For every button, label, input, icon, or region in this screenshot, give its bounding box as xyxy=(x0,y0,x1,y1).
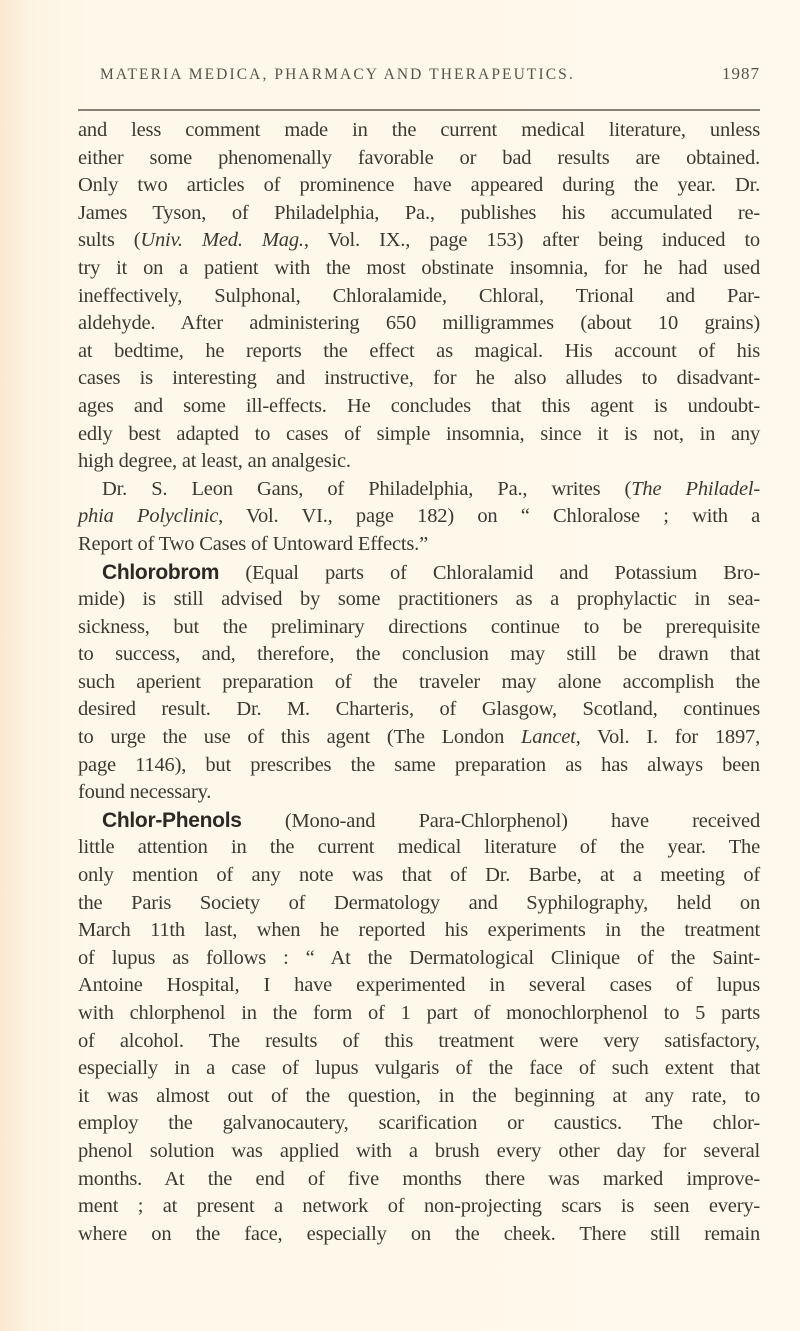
text-line: and less comment made in the current medical literature, unless xyxy=(78,119,760,141)
section-heading: Chlor-Phenols xyxy=(102,808,242,832)
section-heading: Chlorobrom xyxy=(102,560,220,584)
text-line: sickness, but the preliminary directions continue to be prerequisite xyxy=(78,615,760,638)
text-line: edly best adapted to cases of simple insomnia, since it is not, in any xyxy=(78,422,760,445)
text-line: ineffectively, Sulphonal, Chloralamide, Chloral, Trional and Par- xyxy=(78,284,760,307)
text-line: to urge the use of this agent (The London Lancet, Vol. I. for 1897, xyxy=(78,726,761,749)
text-line: phenol solution was applied with a brush every other day for several xyxy=(78,1139,760,1162)
text-line: of lupus as follows : “ At the Dermatological Clinique of the Saint- xyxy=(78,946,760,969)
text-line: aldehyde. After administering 650 milligrammes (about 10 grains) xyxy=(78,312,760,335)
text-line: months. At the end of five months there was marked improve- xyxy=(78,1167,760,1190)
text-line: ages and some ill-effects. He concludes that this agent is undoubt- xyxy=(78,394,760,417)
text-line: try it on a patient with the most obstinate insomnia, for he had used xyxy=(78,256,760,279)
body-text xyxy=(78,117,760,1248)
running-head: MATERIA MEDICA, PHARMACY AND THERAPEUTICS. xyxy=(100,66,575,83)
text-line: James Tyson, of Philadelphia, Pa., publishes his accumulated re- xyxy=(78,201,760,224)
text-line: Antoine Hospital, I have experimented in several cases of lupus xyxy=(78,974,760,997)
text-line: page 1146), but prescribes the same preparation as has always been xyxy=(78,753,760,776)
text-line: to success, and, therefore, the conclusion may still be drawn that xyxy=(78,643,760,666)
journal-title: Univ. Med. Mag. xyxy=(140,229,304,252)
text-line: little attention in the current medical literature of the year. The xyxy=(78,836,760,859)
text-line: at bedtime, he reports the effect as magical. His account of his xyxy=(78,339,760,362)
journal-title: Lancet xyxy=(521,726,576,749)
text-line: only mention of any note was that of Dr. Barbe, at a meeting of xyxy=(78,864,760,887)
section-heading-line: Chlorobrom (Equal parts of Chloralamid and Potassium Bro- xyxy=(102,560,760,584)
text-line: Dr. S. Leon Gans, of Philadelphia, Pa., writes (The Philadel- xyxy=(102,477,761,500)
page-header xyxy=(78,64,760,96)
page-number: 1987 xyxy=(722,64,760,83)
text-line: of alcohol. The results of this treatment were very satisfactory, xyxy=(78,1029,760,1052)
text-line: it was almost out of the question, in the beginning at any rate, to xyxy=(78,1084,760,1107)
text-line: high degree, at least, an analgesic. xyxy=(78,450,351,473)
text-line: with chlorphenol in the form of 1 part of monochlorphenol to 5 parts xyxy=(78,1002,760,1024)
header-rule xyxy=(78,109,760,111)
text-line: found necessary. xyxy=(78,781,212,804)
text-line: Only two articles of prominence have appeared during the year. Dr. xyxy=(78,174,760,197)
text-line: mide) is still advised by some practitioners as a prophylactic in sea- xyxy=(78,588,760,611)
text-line: Report of Two Cases of Untoward Effects.” xyxy=(78,532,428,555)
text-line: phia Polyclinic, Vol. VI., page 182) on “ Chloralose ; with a xyxy=(78,505,761,528)
text-line: desired result. Dr. M. Charteris, of Glasgow, Scotland, continues xyxy=(78,698,760,721)
text-line: either some phenomenally favorable or bad results are obtained. xyxy=(78,146,760,169)
journal-title: phia Polyclinic xyxy=(78,505,219,528)
text-line: cases is interesting and instructive, for he also alludes to disadvant- xyxy=(78,367,760,390)
journal-title: The Philadel- xyxy=(631,477,761,500)
text-line: ment ; at present a network of non-projecting scars is seen every- xyxy=(78,1195,760,1218)
text-line: the Paris Society of Dermatology and Syphilography, held on xyxy=(78,891,760,914)
text-line: where on the face, especially on the cheek. There still remain xyxy=(78,1222,760,1245)
text-line: employ the galvanocautery, scarification or caustics. The chlor- xyxy=(78,1112,760,1135)
text-line: March 11th last, when he reported his experiments in the treatment xyxy=(78,919,760,942)
text-line: such aperient preparation of the traveler may alone accomplish the xyxy=(78,670,760,693)
section-heading-line: Chlor-Phenols (Mono-and Para-Chlorphenol) have received xyxy=(102,808,760,832)
text-line: especially in a case of lupus vulgaris of the face of such extent that xyxy=(78,1057,760,1080)
text-line: sults (Univ. Med. Mag., Vol. IX., page 153) after being induced to xyxy=(78,229,760,252)
